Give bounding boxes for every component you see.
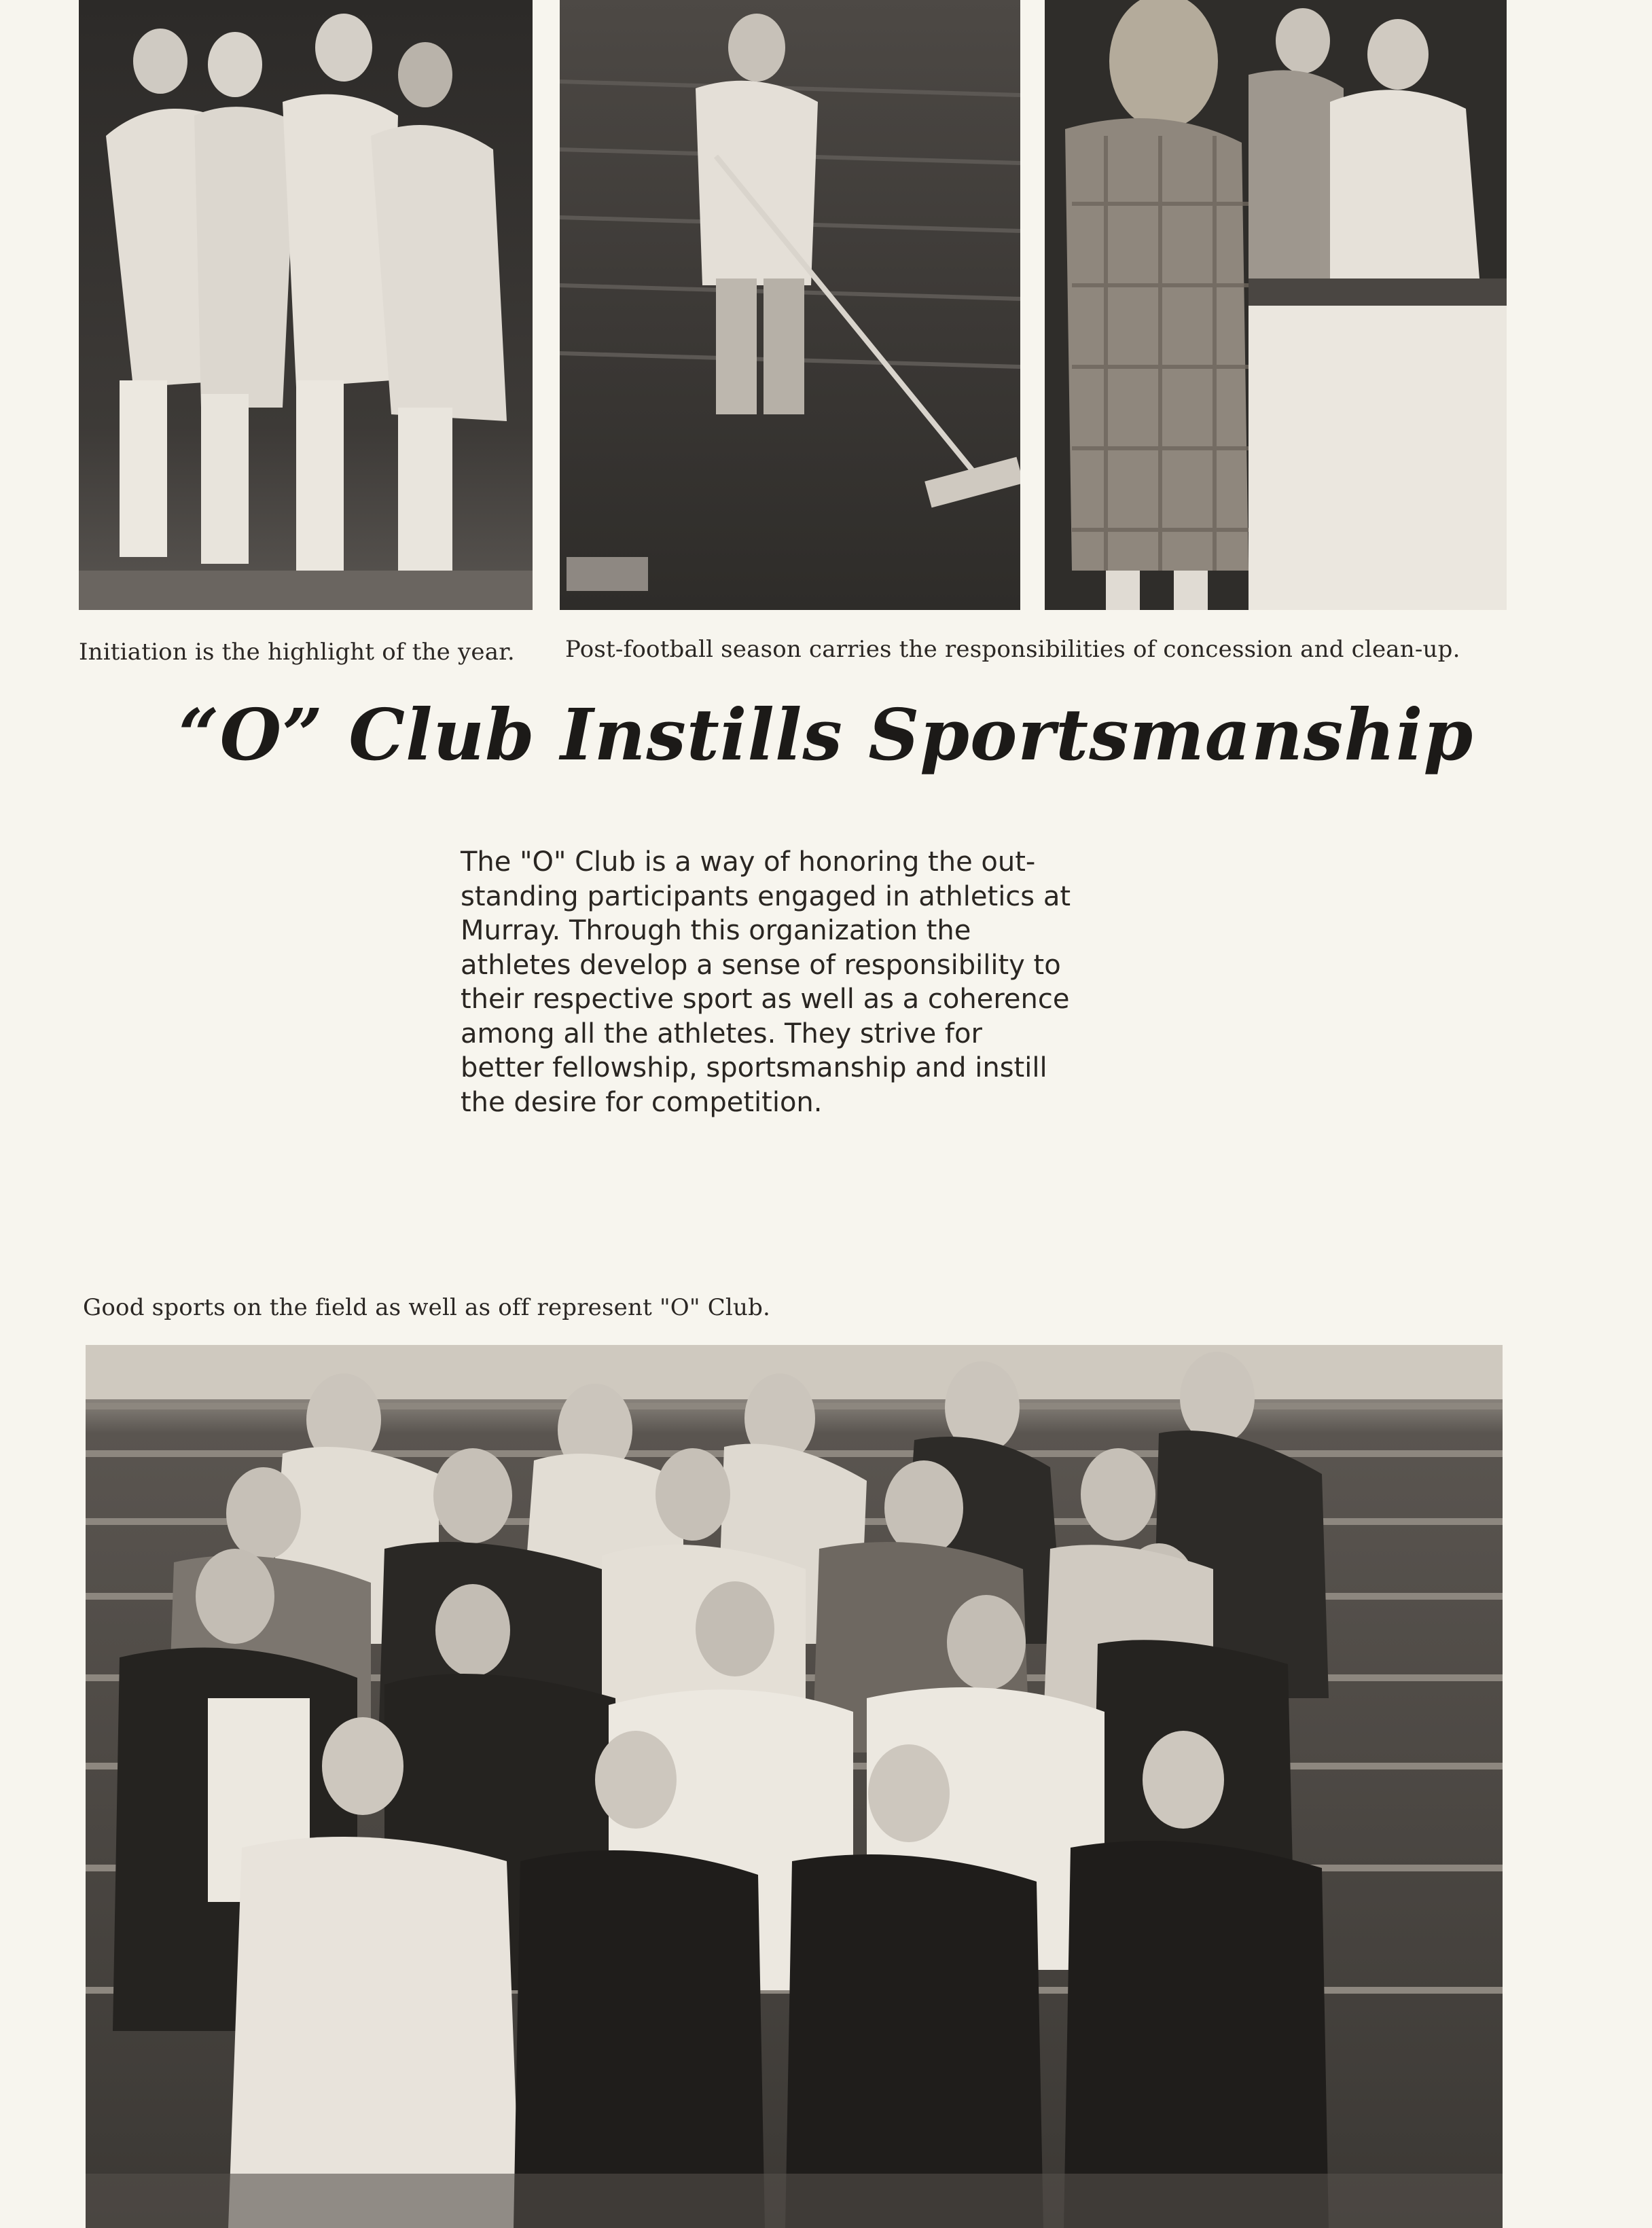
article-line: The "O" Club is a way of honoring the out- <box>461 846 1036 878</box>
article-line: Murray. Through this organization the <box>461 915 971 946</box>
page-title: “O” Club Instills Sportsmanship <box>178 693 1474 776</box>
photo-initiation <box>79 0 533 610</box>
article-line: among all the athletes. They strive for <box>461 1018 982 1049</box>
article-line: better fellowship, sportsmanship and instill <box>461 1052 1047 1083</box>
caption-initiation: Initiation is the highlight of the year. <box>79 639 515 666</box>
caption-group: Good sports on the field as well as off represent "O" Club. <box>83 1294 771 1321</box>
photo-concession <box>1045 0 1507 610</box>
article-line: the desire for competition. <box>461 1086 823 1118</box>
photo-cleanup <box>560 0 1020 610</box>
article-line: standing participants engaged in athletics at <box>461 880 1071 912</box>
article-line: athletes develop a sense of responsibility to <box>461 949 1061 981</box>
caption-post-football: Post-football season carries the responsibilities of concession and clean-up. <box>565 636 1460 663</box>
article-body <box>461 845 1140 1119</box>
article-line: their respective sport as well as a coherence <box>461 984 1070 1015</box>
photo-group <box>86 1345 1503 2228</box>
